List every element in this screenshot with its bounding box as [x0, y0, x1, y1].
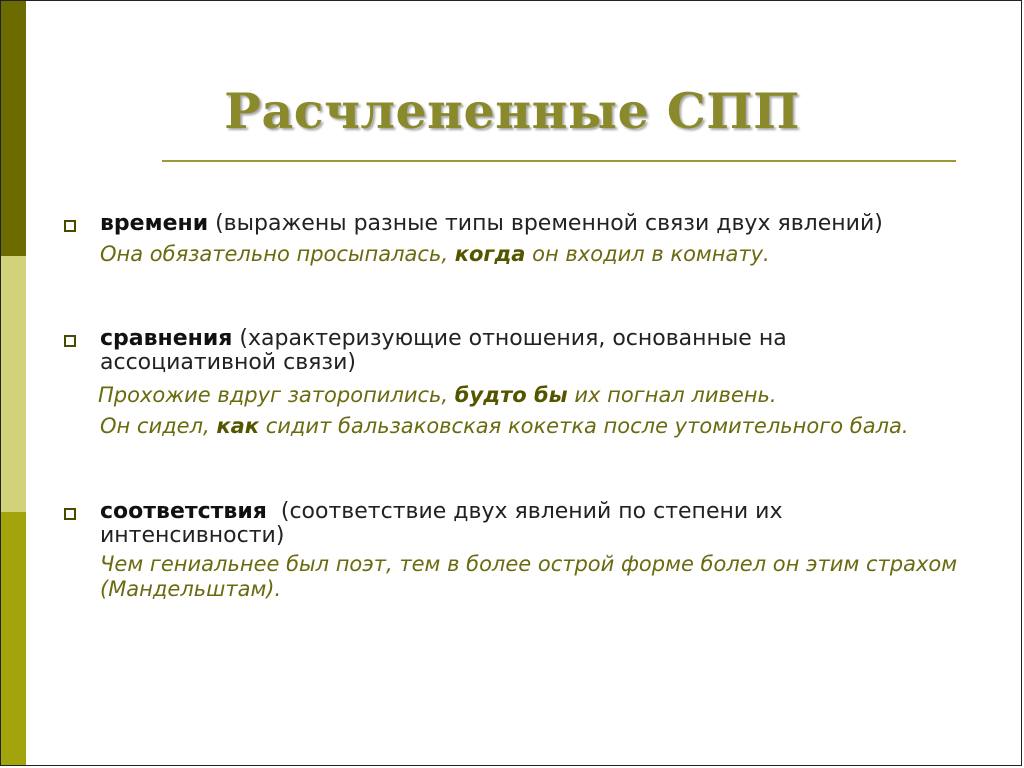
slide-title: Расчлененные СПП — [224, 82, 800, 140]
square-bullet-icon — [64, 220, 76, 232]
example-text: Прохожие вдруг заторопились, — [98, 383, 455, 407]
item-heading — [100, 212, 964, 236]
example-keyword: будто бы — [454, 383, 568, 407]
example-text: Она обязательно просыпалась, — [100, 242, 455, 266]
example-text: он входил в комнату. — [525, 242, 770, 266]
item-term: соответствия — [100, 499, 267, 524]
item-heading — [100, 327, 964, 375]
item-heading — [100, 500, 964, 548]
list-item-correspondence — [64, 500, 964, 602]
item-description: (выражены разные типы временной связи двух явлений) — [208, 211, 883, 236]
item-description: (соответствие двух явлений по степени их интенсивности) — [100, 499, 790, 548]
sidebar-segment-mid — [1, 512, 26, 765]
example-sentence — [100, 242, 964, 267]
item-description: (характеризующие отношения, основанные на ассоциативной связи) — [100, 326, 787, 375]
example-sentence: Чем гениальнее был поэт, тем в более острой форме болел он этим страхом (Мандельштам). — [100, 552, 958, 601]
example-text: сидит бальзаковская кокетка после утомительного бала. — [259, 414, 909, 438]
example-text: Он сидел, — [100, 414, 217, 438]
title-divider — [162, 160, 956, 162]
example-text: их погнал ливень. — [567, 383, 777, 407]
example-sentence — [100, 414, 964, 439]
square-bullet-icon — [64, 335, 76, 347]
example-keyword: как — [216, 414, 260, 438]
list-item-time — [64, 212, 964, 267]
item-term: времени — [100, 211, 209, 236]
sidebar-segment-light — [1, 256, 26, 512]
item-term: сравнения — [100, 326, 233, 351]
example-sentence — [98, 383, 964, 408]
example-keyword: когда — [454, 242, 526, 266]
square-bullet-icon — [64, 508, 76, 520]
list-item-comparison — [64, 327, 964, 439]
